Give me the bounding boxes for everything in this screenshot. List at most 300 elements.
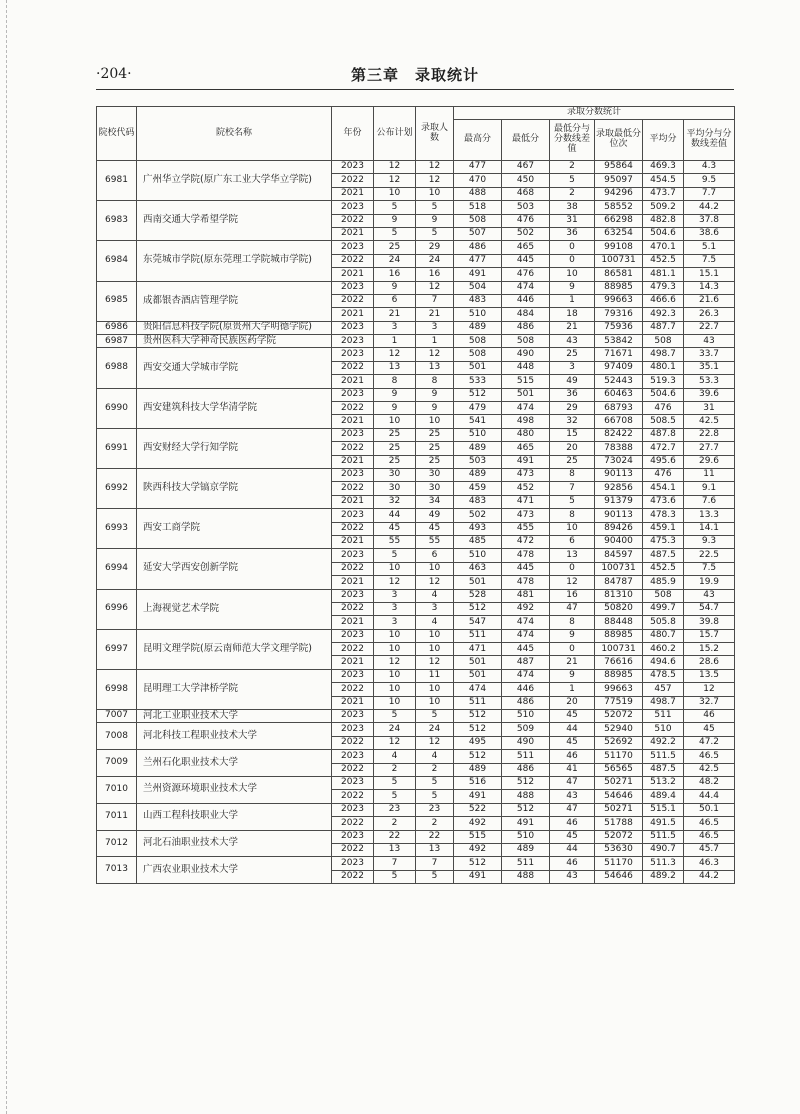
cell-year: 2022 (332, 562, 374, 575)
cell-min: 450 (502, 174, 550, 187)
cell-max: 491 (454, 870, 502, 883)
school-name: 西安交通大学城市学院 (137, 348, 332, 388)
cell-plan: 44 (374, 509, 416, 522)
cell-min-rank: 68793 (595, 402, 643, 415)
cell-year: 2022 (332, 361, 374, 374)
cell-min-rank: 77519 (595, 696, 643, 709)
cell-admitted: 10 (416, 187, 454, 200)
cell-admitted: 24 (416, 254, 454, 267)
cell-min: 478 (502, 549, 550, 562)
cell-avg-diff: 46.5 (684, 817, 735, 830)
table-row (97, 549, 735, 562)
cell-year: 2022 (332, 442, 374, 455)
cell-min-rank: 99663 (595, 683, 643, 696)
cell-avg-diff: 43 (684, 335, 735, 348)
header-score-group: 录取分数统计 (454, 107, 735, 120)
cell-plan: 10 (374, 643, 416, 656)
cell-year: 2021 (332, 656, 374, 669)
school-code: 6991 (97, 428, 137, 468)
cell-max: 533 (454, 375, 502, 388)
cell-admitted: 25 (416, 442, 454, 455)
cell-avg-diff: 15.1 (684, 268, 735, 281)
cell-admitted: 3 (416, 321, 454, 334)
school-name: 延安大学西安创新学院 (137, 549, 332, 589)
table-row (97, 509, 735, 522)
cell-year: 2022 (332, 843, 374, 856)
cell-year: 2023 (332, 710, 374, 723)
cell-avg-diff: 13.3 (684, 509, 735, 522)
cell-avg-diff: 44.2 (684, 870, 735, 883)
cell-min-diff: 20 (550, 442, 595, 455)
cell-min-rank: 60463 (595, 388, 643, 401)
cell-admitted: 12 (416, 656, 454, 669)
cell-min-diff: 25 (550, 455, 595, 468)
cell-min-rank: 63254 (595, 227, 643, 240)
cell-min-rank: 100731 (595, 643, 643, 656)
cell-min-rank: 90400 (595, 535, 643, 548)
table-row (97, 750, 735, 763)
cell-year: 2021 (332, 308, 374, 321)
cell-admitted: 4 (416, 589, 454, 602)
cell-admitted: 10 (416, 643, 454, 656)
cell-max: 489 (454, 442, 502, 455)
cell-year: 2022 (332, 817, 374, 830)
school-name: 广西农业职业技术大学 (137, 857, 332, 884)
header-rule (96, 89, 734, 90)
cell-min-diff: 45 (550, 830, 595, 843)
cell-year: 2021 (332, 495, 374, 508)
cell-plan: 9 (374, 281, 416, 294)
cell-max: 489 (454, 763, 502, 776)
cell-min-rank: 73024 (595, 455, 643, 468)
cell-admitted: 45 (416, 522, 454, 535)
cell-admitted: 4 (416, 616, 454, 629)
cell-max: 483 (454, 495, 502, 508)
cell-year: 2022 (332, 402, 374, 415)
cell-avg-diff: 46.5 (684, 830, 735, 843)
cell-min-diff: 47 (550, 776, 595, 789)
school-name: 兰州资源环境职业技术大学 (137, 776, 332, 803)
cell-max: 512 (454, 710, 502, 723)
cell-avg-diff: 46.5 (684, 750, 735, 763)
cell-avg: 498.7 (643, 696, 684, 709)
cell-min-rank: 54646 (595, 870, 643, 883)
cell-avg: 508.5 (643, 415, 684, 428)
cell-min-rank: 66708 (595, 415, 643, 428)
cell-year: 2021 (332, 455, 374, 468)
cell-plan: 23 (374, 803, 416, 816)
cell-year: 2022 (332, 602, 374, 615)
cell-min-rank: 76616 (595, 656, 643, 669)
cell-min-rank: 92856 (595, 482, 643, 495)
cell-min: 473 (502, 468, 550, 481)
cell-min: 476 (502, 268, 550, 281)
cell-max: 512 (454, 750, 502, 763)
cell-avg-diff: 45.7 (684, 843, 735, 856)
school-name: 西南交通大学希望学院 (137, 201, 332, 241)
school-code: 7011 (97, 803, 137, 830)
cell-min: 455 (502, 522, 550, 535)
school-name: 河北科技工程职业技术大学 (137, 723, 332, 750)
cell-plan: 5 (374, 227, 416, 240)
cell-avg: 469.3 (643, 161, 684, 174)
cell-avg: 487.8 (643, 428, 684, 441)
cell-min-diff: 46 (550, 750, 595, 763)
cell-max: 522 (454, 803, 502, 816)
table-body (97, 161, 735, 884)
cell-max: 491 (454, 268, 502, 281)
cell-plan: 1 (374, 335, 416, 348)
header-min: 最低分 (502, 120, 550, 161)
cell-admitted: 55 (416, 535, 454, 548)
cell-plan: 13 (374, 843, 416, 856)
table-row (97, 335, 735, 348)
cell-year: 2022 (332, 254, 374, 267)
cell-admitted: 13 (416, 361, 454, 374)
table-row (97, 669, 735, 682)
cell-max: 471 (454, 643, 502, 656)
cell-max: 463 (454, 562, 502, 575)
cell-max: 516 (454, 776, 502, 789)
cell-avg: 494.6 (643, 656, 684, 669)
cell-plan: 4 (374, 750, 416, 763)
cell-year: 2022 (332, 294, 374, 307)
cell-admitted: 5 (416, 227, 454, 240)
cell-max: 492 (454, 817, 502, 830)
cell-avg-diff: 11 (684, 468, 735, 481)
cell-min-rank: 81310 (595, 589, 643, 602)
cell-avg: 473.6 (643, 495, 684, 508)
cell-min-diff: 8 (550, 468, 595, 481)
table-row (97, 830, 735, 843)
cell-min: 492 (502, 602, 550, 615)
cell-avg-diff: 22.7 (684, 321, 735, 334)
cell-avg-diff: 13.5 (684, 669, 735, 682)
cell-plan: 2 (374, 817, 416, 830)
cell-min-rank: 97409 (595, 361, 643, 374)
cell-avg-diff: 42.5 (684, 415, 735, 428)
school-code: 6984 (97, 241, 137, 281)
school-code: 6994 (97, 549, 137, 589)
cell-max: 510 (454, 428, 502, 441)
cell-plan: 10 (374, 669, 416, 682)
cell-min: 445 (502, 254, 550, 267)
cell-avg-diff: 21.6 (684, 294, 735, 307)
cell-min-rank: 90113 (595, 509, 643, 522)
table-row (97, 281, 735, 294)
cell-plan: 22 (374, 830, 416, 843)
cell-avg-diff: 33.7 (684, 348, 735, 361)
cell-max: 504 (454, 281, 502, 294)
cell-min-rank: 66298 (595, 214, 643, 227)
cell-year: 2021 (332, 187, 374, 200)
cell-min-diff: 12 (550, 576, 595, 589)
header-code: 院校代码 (97, 107, 137, 161)
cell-avg-diff: 46 (684, 710, 735, 723)
cell-min: 512 (502, 803, 550, 816)
cell-max: 495 (454, 736, 502, 749)
cell-max: 512 (454, 857, 502, 870)
cell-avg-diff: 27.7 (684, 442, 735, 455)
school-code: 6986 (97, 321, 137, 334)
cell-min-diff: 18 (550, 308, 595, 321)
cell-avg: 511.3 (643, 857, 684, 870)
cell-max: 511 (454, 696, 502, 709)
cell-min: 474 (502, 281, 550, 294)
cell-min: 486 (502, 321, 550, 334)
cell-min-diff: 36 (550, 227, 595, 240)
cell-min: 474 (502, 402, 550, 415)
cell-year: 2023 (332, 468, 374, 481)
school-name: 昆明文理学院(原云南师范大学文理学院) (137, 629, 332, 669)
cell-min-diff: 38 (550, 201, 595, 214)
cell-max: 512 (454, 723, 502, 736)
cell-max: 511 (454, 629, 502, 642)
table-row (97, 589, 735, 602)
cell-plan: 3 (374, 602, 416, 615)
cell-plan: 5 (374, 549, 416, 562)
cell-max: 502 (454, 509, 502, 522)
cell-year: 2023 (332, 281, 374, 294)
cell-avg-diff: 12 (684, 683, 735, 696)
cell-min-diff: 3 (550, 361, 595, 374)
cell-year: 2023 (332, 241, 374, 254)
cell-min-diff: 8 (550, 509, 595, 522)
cell-avg: 490.7 (643, 843, 684, 856)
cell-avg: 515.1 (643, 803, 684, 816)
cell-admitted: 12 (416, 174, 454, 187)
cell-plan: 8 (374, 375, 416, 388)
school-name: 贵州医科大学神奇民族医药学院 (137, 335, 332, 348)
cell-year: 2022 (332, 736, 374, 749)
cell-avg: 473.7 (643, 187, 684, 200)
cell-year: 2021 (332, 227, 374, 240)
cell-min-diff: 47 (550, 602, 595, 615)
cell-avg-diff: 22.8 (684, 428, 735, 441)
cell-plan: 21 (374, 308, 416, 321)
cell-avg: 470.1 (643, 241, 684, 254)
school-code: 6998 (97, 669, 137, 709)
cell-avg: 499.7 (643, 602, 684, 615)
cell-min-diff: 0 (550, 254, 595, 267)
cell-avg-diff: 31 (684, 402, 735, 415)
cell-min: 489 (502, 843, 550, 856)
cell-year: 2023 (332, 321, 374, 334)
cell-admitted: 2 (416, 763, 454, 776)
cell-min: 465 (502, 442, 550, 455)
cell-min: 474 (502, 669, 550, 682)
cell-max: 485 (454, 535, 502, 548)
cell-admitted: 9 (416, 388, 454, 401)
cell-plan: 5 (374, 201, 416, 214)
cell-max: 501 (454, 576, 502, 589)
cell-admitted: 12 (416, 281, 454, 294)
table-row (97, 161, 735, 174)
cell-min-diff: 46 (550, 817, 595, 830)
cell-avg: 511.5 (643, 750, 684, 763)
cell-min: 511 (502, 857, 550, 870)
cell-year: 2023 (332, 589, 374, 602)
cell-admitted: 12 (416, 348, 454, 361)
cell-avg: 505.8 (643, 616, 684, 629)
cell-avg-diff: 7.6 (684, 495, 735, 508)
table-row (97, 201, 735, 214)
cell-max: 459 (454, 482, 502, 495)
cell-min-diff: 0 (550, 562, 595, 575)
cell-min-diff: 0 (550, 241, 595, 254)
cell-plan: 6 (374, 294, 416, 307)
cell-avg: 452.5 (643, 254, 684, 267)
cell-min-rank: 82422 (595, 428, 643, 441)
school-code: 7008 (97, 723, 137, 750)
cell-min-diff: 47 (550, 803, 595, 816)
cell-min-rank: 84597 (595, 549, 643, 562)
cell-avg-diff: 39.8 (684, 616, 735, 629)
cell-plan: 5 (374, 776, 416, 789)
cell-avg: 452.5 (643, 562, 684, 575)
cell-avg-diff: 44.2 (684, 201, 735, 214)
cell-admitted: 5 (416, 710, 454, 723)
cell-avg-diff: 53.3 (684, 375, 735, 388)
cell-admitted: 8 (416, 375, 454, 388)
cell-year: 2023 (332, 803, 374, 816)
cell-min-diff: 43 (550, 790, 595, 803)
cell-year: 2022 (332, 763, 374, 776)
cell-avg-diff: 44.4 (684, 790, 735, 803)
cell-plan: 10 (374, 683, 416, 696)
school-code: 6997 (97, 629, 137, 669)
cell-min: 511 (502, 750, 550, 763)
cell-year: 2022 (332, 174, 374, 187)
cell-min: 486 (502, 763, 550, 776)
school-name: 河北石油职业技术大学 (137, 830, 332, 857)
school-code: 7009 (97, 750, 137, 777)
header-name: 院校名称 (137, 107, 332, 161)
cell-min: 478 (502, 576, 550, 589)
cell-min: 452 (502, 482, 550, 495)
cell-min: 515 (502, 375, 550, 388)
cell-min-diff: 49 (550, 375, 595, 388)
cell-plan: 25 (374, 455, 416, 468)
cell-admitted: 25 (416, 455, 454, 468)
cell-min-rank: 79316 (595, 308, 643, 321)
cell-avg-diff: 7.5 (684, 254, 735, 267)
cell-min: 474 (502, 616, 550, 629)
cell-plan: 3 (374, 321, 416, 334)
school-code: 7012 (97, 830, 137, 857)
header-plan: 公布计划 (374, 107, 416, 161)
cell-min: 473 (502, 509, 550, 522)
cell-min-rank: 75936 (595, 321, 643, 334)
cell-avg-diff: 15.2 (684, 643, 735, 656)
cell-avg-diff: 37.8 (684, 214, 735, 227)
cell-admitted: 10 (416, 696, 454, 709)
cell-plan: 55 (374, 535, 416, 548)
cell-year: 2023 (332, 509, 374, 522)
cell-min: 509 (502, 723, 550, 736)
cell-min-diff: 2 (550, 161, 595, 174)
cell-avg: 504.6 (643, 227, 684, 240)
cell-avg: 476 (643, 402, 684, 415)
admission-table (96, 106, 735, 884)
cell-plan: 12 (374, 174, 416, 187)
header-admitted: 录取人数 (416, 107, 454, 161)
cell-avg: 511.5 (643, 830, 684, 843)
table-row (97, 803, 735, 816)
cell-min: 488 (502, 790, 550, 803)
cell-max: 547 (454, 616, 502, 629)
cell-year: 2022 (332, 870, 374, 883)
cell-min: 474 (502, 629, 550, 642)
cell-plan: 5 (374, 790, 416, 803)
cell-min: 481 (502, 589, 550, 602)
cell-min: 490 (502, 736, 550, 749)
cell-max: 508 (454, 214, 502, 227)
cell-avg-diff: 28.6 (684, 656, 735, 669)
cell-avg-diff: 26.3 (684, 308, 735, 321)
cell-min: 472 (502, 535, 550, 548)
cell-year: 2022 (332, 643, 374, 656)
cell-max: 512 (454, 602, 502, 615)
cell-plan: 9 (374, 402, 416, 415)
cell-admitted: 10 (416, 683, 454, 696)
cell-admitted: 4 (416, 750, 454, 763)
cell-admitted: 13 (416, 843, 454, 856)
cell-avg: 460.2 (643, 643, 684, 656)
cell-admitted: 29 (416, 241, 454, 254)
school-code: 6981 (97, 161, 137, 201)
cell-min-rank: 86581 (595, 268, 643, 281)
cell-min-rank: 88985 (595, 669, 643, 682)
header-min-diff: 最低分与分数线差值 (550, 120, 595, 161)
table-row (97, 857, 735, 870)
cell-year: 2023 (332, 857, 374, 870)
cell-min-diff: 45 (550, 710, 595, 723)
cell-min-diff: 43 (550, 335, 595, 348)
cell-year: 2023 (332, 669, 374, 682)
school-name: 成都银杏酒店管理学院 (137, 281, 332, 321)
cell-min: 491 (502, 455, 550, 468)
cell-min: 446 (502, 683, 550, 696)
cell-admitted: 9 (416, 214, 454, 227)
cell-max: 501 (454, 656, 502, 669)
cell-admitted: 1 (416, 335, 454, 348)
cell-plan: 12 (374, 656, 416, 669)
cell-avg: 513.2 (643, 776, 684, 789)
cell-plan: 5 (374, 870, 416, 883)
table-row (97, 428, 735, 441)
cell-admitted: 22 (416, 830, 454, 843)
cell-avg: 495.6 (643, 455, 684, 468)
cell-plan: 10 (374, 629, 416, 642)
cell-avg: 489.2 (643, 870, 684, 883)
cell-admitted: 12 (416, 576, 454, 589)
cell-admitted: 7 (416, 294, 454, 307)
cell-year: 2023 (332, 776, 374, 789)
cell-avg-diff: 42.5 (684, 763, 735, 776)
cell-min-rank: 71671 (595, 348, 643, 361)
cell-admitted: 10 (416, 562, 454, 575)
cell-max: 488 (454, 187, 502, 200)
cell-plan: 16 (374, 268, 416, 281)
cell-max: 483 (454, 294, 502, 307)
school-name: 上海视觉艺术学院 (137, 589, 332, 629)
cell-min: 471 (502, 495, 550, 508)
cell-admitted: 5 (416, 201, 454, 214)
cell-avg: 492.2 (643, 736, 684, 749)
cell-min: 468 (502, 187, 550, 200)
cell-min-rank: 94296 (595, 187, 643, 200)
